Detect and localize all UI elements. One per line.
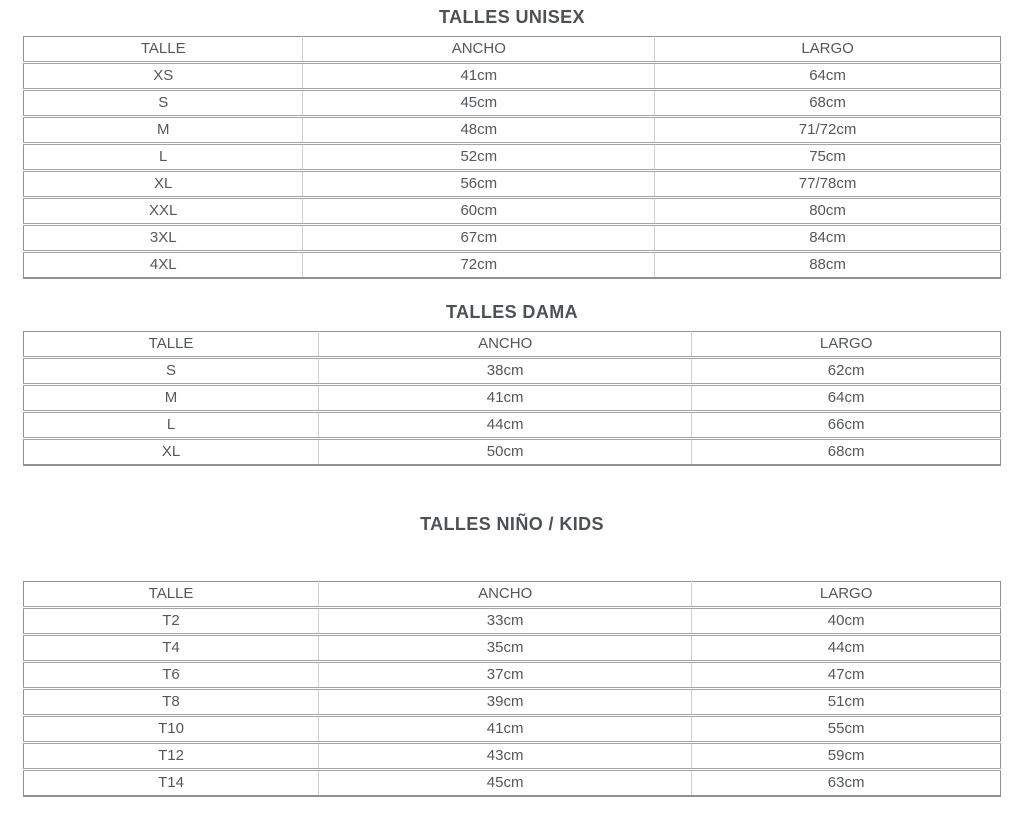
table-cell: 47cm — [692, 662, 1001, 689]
table-cell: 55cm — [692, 716, 1001, 743]
table-cell: 50cm — [319, 439, 692, 466]
table-cell: 80cm — [655, 198, 1001, 225]
table-cell: T8 — [24, 689, 319, 716]
section-nino-kids — [23, 514, 1001, 797]
table-cell: T14 — [24, 770, 319, 797]
table-cell: XL — [24, 439, 319, 466]
column-header-largo: LARGO — [692, 332, 1001, 358]
column-header-largo: LARGO — [655, 37, 1001, 63]
table-row — [24, 225, 1001, 252]
table-cell: 66cm — [692, 412, 1001, 439]
table-cell: T4 — [24, 635, 319, 662]
table-cell: 64cm — [692, 385, 1001, 412]
table-cell: L — [24, 144, 303, 171]
table-row — [24, 770, 1001, 797]
table-cell: 44cm — [319, 412, 692, 439]
table-row — [24, 358, 1001, 385]
table-row — [24, 90, 1001, 117]
table-cell: M — [24, 385, 319, 412]
table-cell: 35cm — [319, 635, 692, 662]
table-row — [24, 252, 1001, 279]
table-row — [24, 117, 1001, 144]
table-cell: 41cm — [319, 385, 692, 412]
table-row — [24, 412, 1001, 439]
table-cell: 38cm — [319, 358, 692, 385]
table-cell: 40cm — [692, 608, 1001, 635]
table-cell: 48cm — [303, 117, 655, 144]
table-row — [24, 608, 1001, 635]
table-cell: 68cm — [692, 439, 1001, 466]
table-header-row — [24, 332, 1001, 358]
table-cell: S — [24, 358, 319, 385]
table-cell: XS — [24, 63, 303, 90]
table-row — [24, 716, 1001, 743]
section-title-nino-kids: TALLES NIÑO / KIDS — [420, 514, 604, 534]
table-header-row — [24, 582, 1001, 608]
table-cell: XXL — [24, 198, 303, 225]
table-cell: S — [24, 90, 303, 117]
table-cell: T2 — [24, 608, 319, 635]
table-row — [24, 63, 1001, 90]
table-cell: L — [24, 412, 319, 439]
table-header-row — [24, 37, 1001, 63]
size-table-unisex — [23, 36, 1001, 279]
table-cell: 43cm — [319, 743, 692, 770]
table-cell: M — [24, 117, 303, 144]
table-cell: 33cm — [319, 608, 692, 635]
table-row — [24, 171, 1001, 198]
section-title-unisex: TALLES UNISEX — [439, 7, 585, 27]
table-cell: 71/72cm — [655, 117, 1001, 144]
table-cell: 41cm — [319, 716, 692, 743]
table-cell: 77/78cm — [655, 171, 1001, 198]
column-header-ancho: ANCHO — [319, 582, 692, 608]
column-header-talle: TALLE — [148, 585, 194, 602]
table-row — [24, 198, 1001, 225]
table-row — [24, 385, 1001, 412]
table-cell: 62cm — [692, 358, 1001, 385]
table-cell: T10 — [24, 716, 319, 743]
table-cell: 75cm — [655, 144, 1001, 171]
table-cell: 4XL — [24, 252, 303, 279]
column-header-talle: TALLE — [148, 335, 194, 352]
table-cell: T12 — [24, 743, 319, 770]
table-cell: T6 — [24, 662, 319, 689]
table-row — [24, 662, 1001, 689]
table-cell: 63cm — [692, 770, 1001, 797]
table-cell: 44cm — [692, 635, 1001, 662]
column-header-ancho: ANCHO — [303, 37, 655, 63]
table-cell: 72cm — [303, 252, 655, 279]
table-cell: 56cm — [303, 171, 655, 198]
table-cell: 45cm — [319, 770, 692, 797]
table-cell: 3XL — [24, 225, 303, 252]
table-row — [24, 635, 1001, 662]
table-cell: 64cm — [655, 63, 1001, 90]
table-row — [24, 144, 1001, 171]
section-dama — [23, 302, 1001, 466]
table-row — [24, 743, 1001, 770]
size-table-nino-kids — [23, 581, 1001, 797]
table-row — [24, 689, 1001, 716]
table-cell: 67cm — [303, 225, 655, 252]
size-table-dama — [23, 331, 1001, 466]
table-row — [24, 439, 1001, 466]
column-header-ancho: ANCHO — [319, 332, 692, 358]
table-cell: 37cm — [319, 662, 692, 689]
table-cell: 59cm — [692, 743, 1001, 770]
table-cell: 60cm — [303, 198, 655, 225]
section-title-dama: TALLES DAMA — [445, 302, 579, 322]
table-cell: 51cm — [692, 689, 1001, 716]
table-cell: 39cm — [319, 689, 692, 716]
table-cell: 84cm — [655, 225, 1001, 252]
table-cell: 52cm — [303, 144, 655, 171]
table-cell: 68cm — [655, 90, 1001, 117]
section-unisex — [23, 7, 1001, 279]
table-cell: 88cm — [655, 252, 1001, 279]
column-header-talle: TALLE — [140, 40, 186, 57]
table-cell: XL — [24, 171, 303, 198]
column-header-largo: LARGO — [692, 582, 1001, 608]
table-cell: 45cm — [303, 90, 655, 117]
table-cell: 41cm — [303, 63, 655, 90]
